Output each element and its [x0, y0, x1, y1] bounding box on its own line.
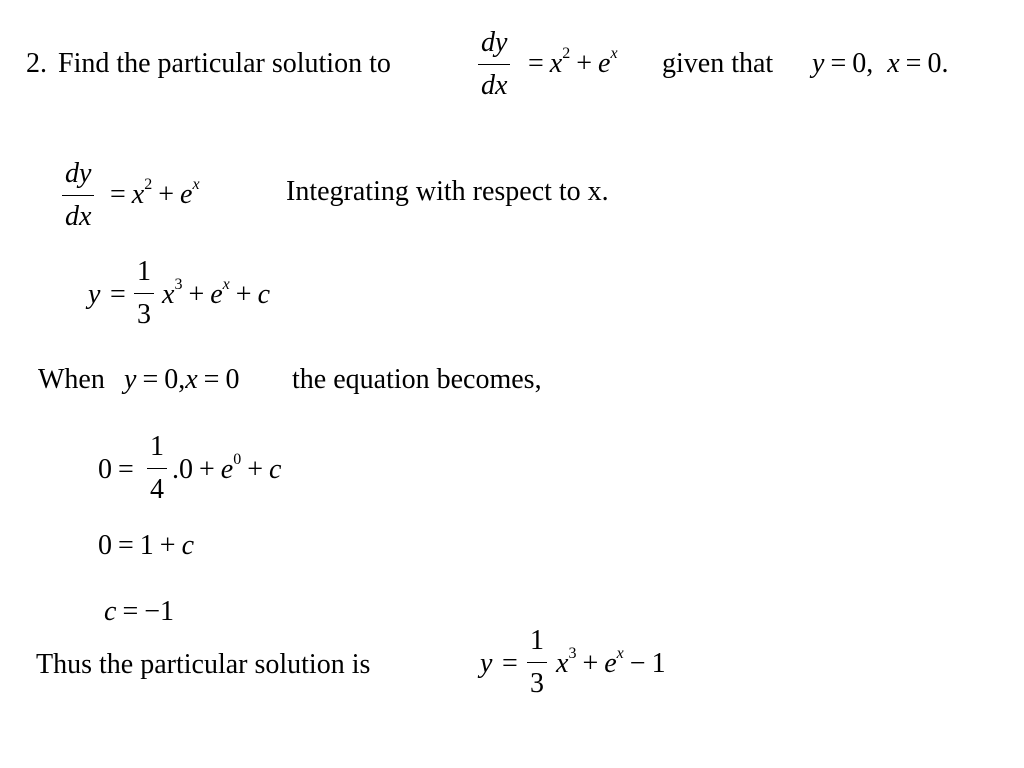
- conclusion-fraction: [527, 627, 547, 698]
- step5-lhs: 0: [98, 530, 112, 561]
- conclusion-x: x: [556, 648, 569, 679]
- conclusion-rhs: $x^3 + e^x - 1$: [556, 644, 666, 679]
- step1-exp2: 2: [144, 175, 153, 193]
- step1-x: x: [131, 179, 145, 210]
- step4-num: 1: [150, 431, 164, 462]
- step4-exp0: 0: [233, 450, 242, 468]
- conclusion-eq: =: [502, 648, 518, 679]
- step4-c: c: [269, 454, 282, 485]
- step3-condition: y = 0,x = 0: [124, 364, 240, 395]
- step2-den: 3: [137, 299, 151, 330]
- step3-rest: the equation becomes,: [292, 364, 542, 395]
- problem-given-text: given that: [662, 48, 774, 79]
- problem-condition: y = 0, x = 0.: [812, 48, 949, 79]
- problem-rhs-e: e: [598, 48, 611, 79]
- step5-equation: 0 = 1 + c: [98, 530, 195, 561]
- step4-dot0: .0: [172, 454, 193, 485]
- step2-y: y: [88, 279, 101, 310]
- fraction-bar: [62, 195, 94, 196]
- step2-expx: x: [222, 275, 230, 293]
- step1-e: e: [180, 179, 193, 210]
- problem-dx: dx: [481, 70, 508, 101]
- step3-cond: 0,: [164, 364, 186, 395]
- step4-fraction: [147, 433, 167, 504]
- step2-c: c: [257, 279, 271, 310]
- step1-derivative-fraction: [62, 160, 94, 231]
- step2-x: x: [162, 279, 175, 310]
- problem-derivative-fraction: [478, 29, 510, 100]
- step1-dx: dx: [65, 201, 92, 232]
- step4-e: e: [220, 454, 234, 485]
- step2-exp3: 3: [174, 275, 183, 293]
- problem-rhs: = $x^2 + e^x$: [528, 44, 618, 79]
- conclusion-den: 3: [530, 668, 544, 699]
- step6-c: c: [104, 596, 117, 627]
- problem-rhs-exp2: 2: [562, 44, 571, 62]
- conclusion-y: y: [480, 648, 493, 679]
- step3-y: y: [124, 364, 137, 395]
- problem-number: 2.: [26, 48, 47, 79]
- problem-rhs-x: x: [549, 48, 563, 79]
- problem-rhs-expx: x: [610, 44, 618, 62]
- step1-rhs: = $x^2 + e^x$: [110, 175, 200, 210]
- step6-equation: c = −1: [104, 596, 175, 627]
- step6-value: −1: [144, 596, 175, 627]
- problem-intro: Find the particular solution to: [58, 48, 391, 79]
- problem-cond-x-val: 0.: [927, 48, 949, 79]
- step5-one: 1: [139, 530, 154, 561]
- step3-x: x: [185, 364, 198, 395]
- problem-cond-x: x: [887, 48, 900, 79]
- conclusion-exp3: 3: [568, 644, 577, 662]
- problem-cond-y: y: [812, 48, 825, 79]
- step2-eq: =: [110, 279, 126, 310]
- problem-cond-y-val: 0,: [852, 48, 874, 79]
- fraction-bar: [527, 662, 547, 663]
- conclusion-num: 1: [530, 625, 544, 656]
- fraction-bar: [478, 64, 510, 65]
- step1-dy: dy: [65, 158, 92, 189]
- step2-e: e: [210, 279, 223, 310]
- step1-expx: x: [192, 175, 200, 193]
- conclusion-tail: 1: [651, 648, 666, 679]
- step2-num: 1: [137, 256, 151, 287]
- step4-lhs-eq: 0 =: [98, 454, 134, 485]
- step3-zero: 0: [225, 364, 240, 395]
- conclusion-expx: x: [616, 644, 624, 662]
- conclusion-e: e: [604, 648, 617, 679]
- conclusion-text: Thus the particular solution is: [36, 649, 371, 680]
- step4-den: 4: [150, 474, 164, 505]
- fraction-bar: [134, 293, 154, 294]
- step4-rhs: $.0 + e^0 + c$: [172, 450, 282, 485]
- step4-lhs: 0: [98, 454, 112, 485]
- step3-when: When: [38, 364, 105, 395]
- problem-dy: dy: [481, 27, 508, 58]
- fraction-bar: [147, 468, 167, 469]
- step5-c: c: [181, 530, 195, 561]
- step1-note: Integrating with respect to x.: [286, 176, 609, 207]
- step2-fraction: [134, 258, 154, 329]
- step2-rhs: $x^3 + e^x + c$: [162, 275, 271, 310]
